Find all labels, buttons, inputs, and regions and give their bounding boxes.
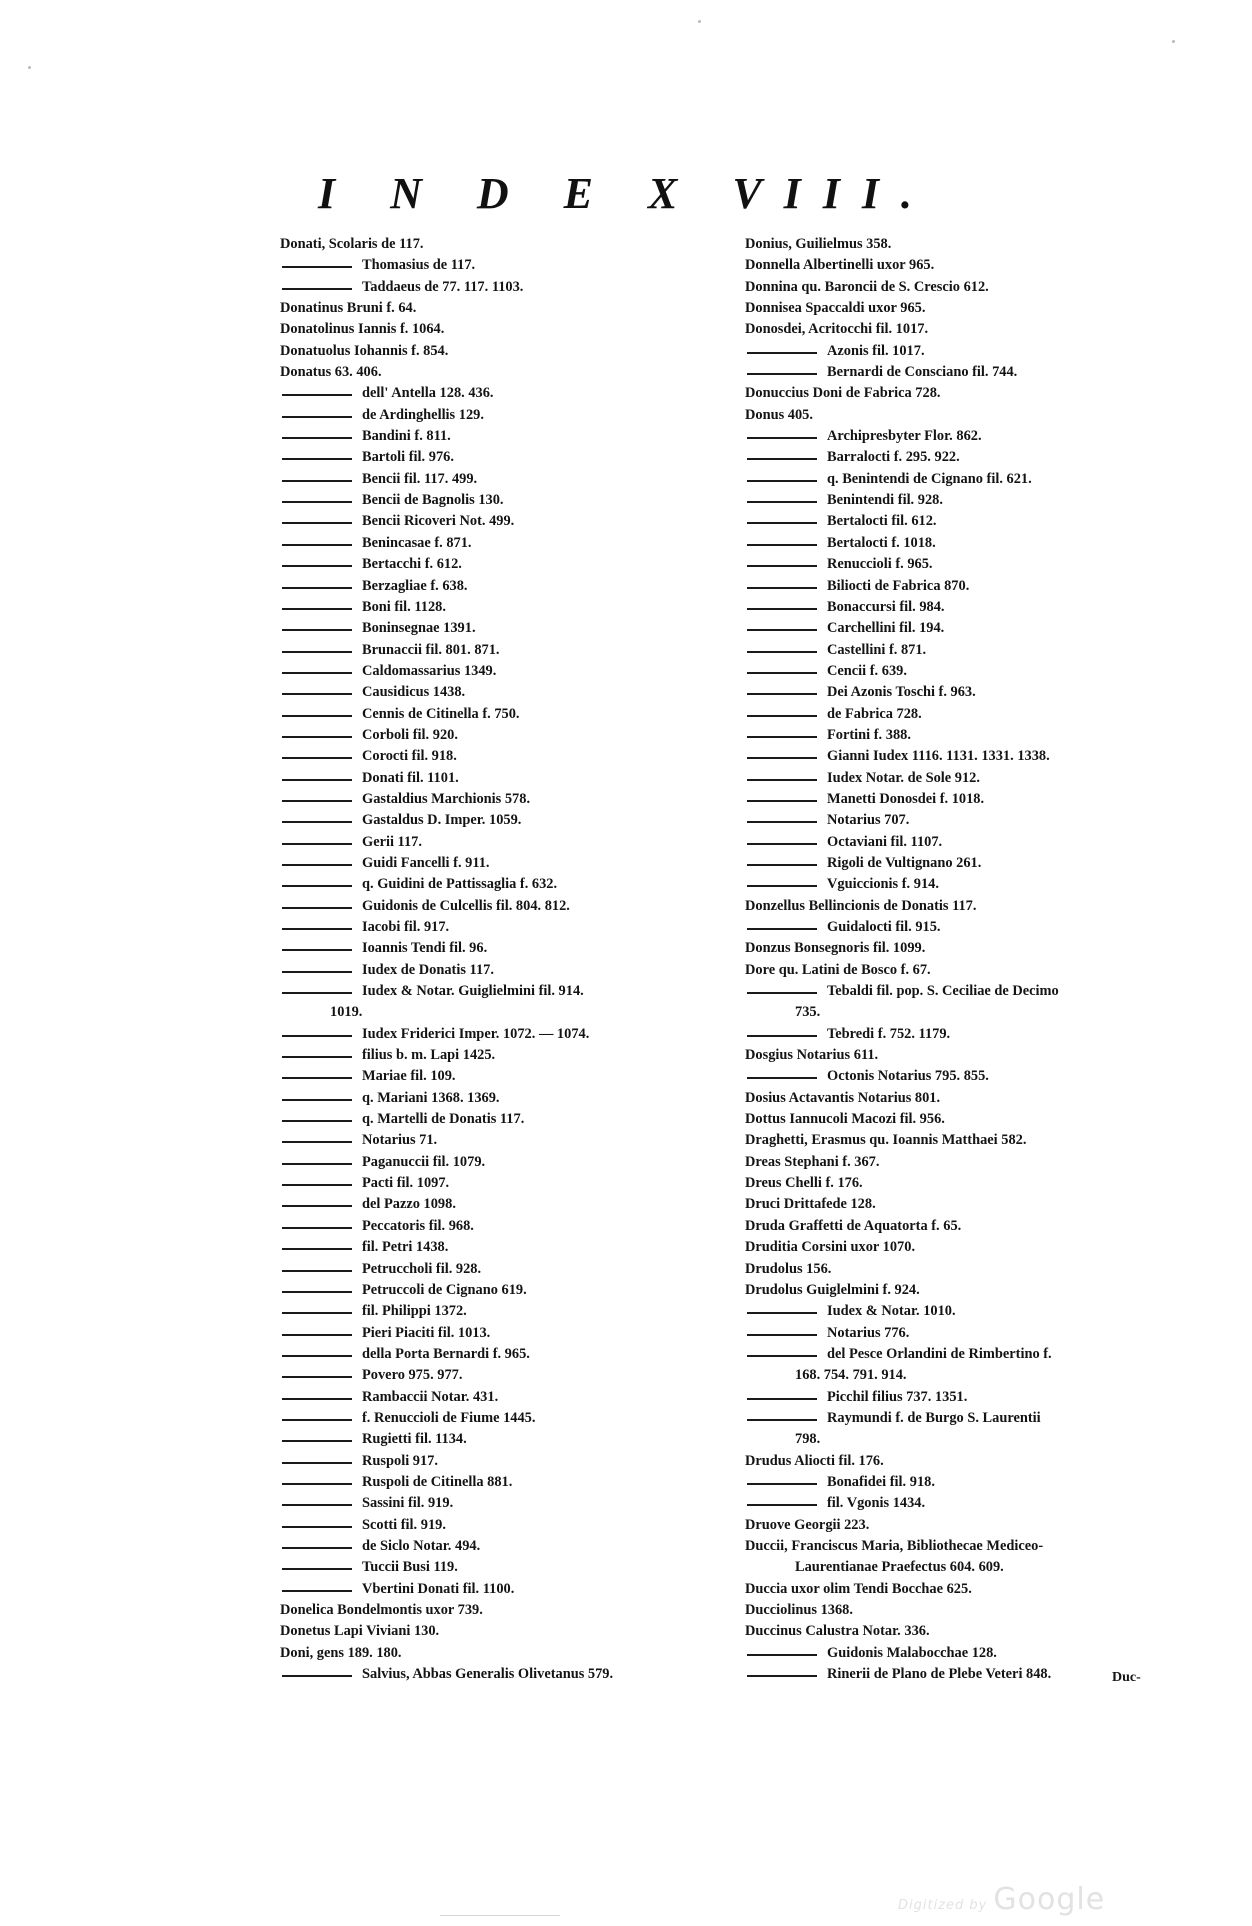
index-subentry: Ruspoli de Citinella 881. xyxy=(280,1472,728,1493)
index-subentry: del Pazzo 1098. xyxy=(280,1194,728,1215)
index-column-right xyxy=(745,234,1185,1685)
index-subentry: q. Benintendi de Cignano fil. 621. xyxy=(745,469,1185,490)
index-entry: Druditia Corsini uxor 1070. xyxy=(745,1239,916,1256)
index-subentry: Paganuccii fil. 1079. xyxy=(280,1152,728,1173)
index-entry: Drudolus 156. xyxy=(745,1260,832,1277)
index-subentry: Corocti fil. 918. xyxy=(280,746,728,767)
index-subentry: Benintendi fil. 928. xyxy=(745,490,1185,511)
index-subentry: Ioannis Tendi fil. 96. xyxy=(280,938,728,959)
index-subentry: Barralocti f. 295. 922. xyxy=(745,447,1185,468)
index-subentry: Tebaldi fil. pop. S. Ceciliae de Decimo xyxy=(745,981,1185,1002)
index-subentry: Brunaccii fil. 801. 871. xyxy=(280,640,728,661)
index-entry: Ducciolinus 1368. xyxy=(745,1602,853,1618)
index-subentry: Bencii Ricoveri Not. 499. xyxy=(280,511,728,532)
index-subentry: Ruspoli 917. xyxy=(280,1451,728,1472)
index-subentry: dell' Antella 128. 436. xyxy=(280,383,728,404)
index-subentry: Azonis fil. 1017. xyxy=(745,341,1185,362)
index-entry: Drudolus Guiglelmini f. 924. xyxy=(745,1281,920,1298)
index-subentry: Cencii f. 639. xyxy=(745,661,1185,682)
index-entry: Donatus 63. 406. xyxy=(280,364,382,381)
index-entry: Dosgius Notarius 611. xyxy=(745,1047,879,1064)
index-subentry: Bertalocti fil. 612. xyxy=(745,511,1185,532)
index-subentry: Peccatoris fil. 968. xyxy=(280,1216,728,1237)
index-subentry: Octaviani fil. 1107. xyxy=(745,832,1185,853)
index-column-left xyxy=(280,234,728,1685)
index-subentry: Berzagliae f. 638. xyxy=(280,576,728,597)
index-subentry: Bandini f. 811. xyxy=(280,426,728,447)
index-subentry: Benincasae f. 871. xyxy=(280,533,728,554)
index-entry: Donuccius Doni de Fabrica 728. xyxy=(745,385,941,402)
scan-speck xyxy=(28,66,31,69)
index-subentry: de Ardinghellis 129. xyxy=(280,405,728,426)
index-subentry: Picchil filius 737. 1351. xyxy=(745,1387,1185,1408)
index-subentry: Petruccholi fil. 928. xyxy=(280,1259,728,1280)
index-subentry: Dei Azonis Toschi f. 963. xyxy=(745,682,1185,703)
index-subentry: Bencii fil. 117. 499. xyxy=(280,469,728,490)
index-entry: Doni, gens 189. 180. xyxy=(280,1644,402,1661)
index-subentry: Guidonis Malabocchae 128. xyxy=(745,1643,1185,1664)
scan-speck xyxy=(698,20,701,23)
index-subentry: Iudex de Donatis 117. xyxy=(280,960,728,981)
index-entry: Donatinus Bruni f. 64. xyxy=(280,300,417,317)
index-entry: Donnella Albertinelli uxor 965. xyxy=(745,257,935,274)
index-subentry: Fortini f. 388. xyxy=(745,725,1185,746)
index-entry: Donus 405. xyxy=(745,406,813,423)
index-subentry: Caldomassarius 1349. xyxy=(280,661,728,682)
index-subentry: Povero 975. 977. xyxy=(280,1365,728,1386)
index-subentry: Tuccii Busi 119. xyxy=(280,1557,728,1578)
index-subentry: Thomasius de 117. xyxy=(280,255,728,276)
index-continuation: 168. 754. 791. 914. xyxy=(795,1367,907,1384)
index-subentry: Gerii 117. xyxy=(280,832,728,853)
index-subentry: fil. Petri 1438. xyxy=(280,1237,728,1258)
index-entry: Donius, Guilielmus 358. xyxy=(745,236,892,252)
index-subentry: Boninsegnae 1391. xyxy=(280,618,728,639)
index-subentry: Rambaccii Notar. 431. xyxy=(280,1387,728,1408)
index-subentry: Biliocti de Fabrica 870. xyxy=(745,576,1185,597)
index-entry: Donatolinus Iannis f. 1064. xyxy=(280,321,445,338)
index-subentry: Rinerii de Plano de Plebe Veteri 848. xyxy=(745,1664,1185,1685)
index-subentry: q. Martelli de Donatis 117. xyxy=(280,1109,728,1130)
index-subentry: Octonis Notarius 795. 855. xyxy=(745,1066,1185,1087)
index-subentry: Gastaldus D. Imper. 1059. xyxy=(280,810,728,831)
index-subentry: Salvius, Abbas Generalis Olivetanus 579. xyxy=(280,1664,728,1685)
index-subentry: Pacti fil. 1097. xyxy=(280,1173,728,1194)
index-subentry: Cennis de Citinella f. 750. xyxy=(280,704,728,725)
index-entry: Dore qu. Latini de Bosco f. 67. xyxy=(745,961,931,978)
index-subentry: Bernardi de Consciano fil. 744. xyxy=(745,362,1185,383)
scan-line xyxy=(440,1915,560,1916)
index-subentry: Sassini fil. 919. xyxy=(280,1493,728,1514)
index-subentry: Notarius 776. xyxy=(745,1323,1185,1344)
index-subentry: del Pesce Orlandini de Rimbertino f. xyxy=(745,1344,1185,1365)
index-continuation: Laurentianae Praefectus 604. 609. xyxy=(795,1559,1004,1576)
index-subentry: fil. Vgonis 1434. xyxy=(745,1493,1185,1514)
index-subentry: Iudex Friderici Imper. 1072. — 1074. xyxy=(280,1024,728,1045)
index-subentry: Gastaldius Marchionis 578. xyxy=(280,789,728,810)
index-subentry: Bonaccursi fil. 984. xyxy=(745,597,1185,618)
index-entry: Donosdei, Acritocchi fil. 1017. xyxy=(745,321,929,338)
index-subentry: Donati fil. 1101. xyxy=(280,768,728,789)
index-subentry: de Fabrica 728. xyxy=(745,704,1185,725)
index-entry: Druci Drittafede 128. xyxy=(745,1196,876,1213)
index-subentry: Petruccoli de Cignano 619. xyxy=(280,1280,728,1301)
index-subentry: Iudex & Notar. 1010. xyxy=(745,1301,1185,1322)
index-subentry: Bartoli fil. 976. xyxy=(280,447,728,468)
index-entry: Donati, Scolaris de 117. xyxy=(280,236,424,252)
index-subentry: Rigoli de Vultignano 261. xyxy=(745,853,1185,874)
index-subentry: Guidi Fancelli f. 911. xyxy=(280,853,728,874)
digitized-watermark xyxy=(898,1882,1105,1917)
index-entry: Duccinus Calustra Notar. 336. xyxy=(745,1623,930,1640)
index-subentry: Bertalocti f. 1018. xyxy=(745,533,1185,554)
index-subentry: Bertacchi f. 612. xyxy=(280,554,728,575)
index-subentry: Notarius 71. xyxy=(280,1130,728,1151)
index-subentry: Manetti Donosdei f. 1018. xyxy=(745,789,1185,810)
index-entry: Donnisea Spaccaldi uxor 965. xyxy=(745,300,926,317)
index-subentry: q. Guidini de Pattissaglia f. 632. xyxy=(280,874,728,895)
index-entry: Dosius Actavantis Notarius 801. xyxy=(745,1089,941,1106)
scan-speck xyxy=(1172,40,1175,43)
index-subentry: Guidonis de Culcellis fil. 804. 812. xyxy=(280,896,728,917)
index-subentry: Iudex Notar. de Sole 912. xyxy=(745,768,1185,789)
index-entry: Druove Georgii 223. xyxy=(745,1516,870,1533)
index-subentry: Iudex & Notar. Guiglielmini fil. 914. xyxy=(280,981,728,1002)
index-subentry: Renuccioli f. 965. xyxy=(745,554,1185,575)
index-subentry: f. Renuccioli de Fiume 1445. xyxy=(280,1408,728,1429)
index-continuation: 735. xyxy=(795,1004,821,1021)
index-continuation: 1019. xyxy=(330,1004,363,1021)
index-entry: Donzus Bonsegnoris fil. 1099. xyxy=(745,940,926,957)
index-subentry: Iacobi fil. 917. xyxy=(280,917,728,938)
index-subentry: Notarius 707. xyxy=(745,810,1185,831)
index-entry: Dreas Stephani f. 367. xyxy=(745,1153,880,1170)
index-subentry: Corboli fil. 920. xyxy=(280,725,728,746)
index-subentry: Mariae fil. 109. xyxy=(280,1066,728,1087)
index-entry: Donnina qu. Baroncii de S. Crescio 612. xyxy=(745,278,989,295)
index-subentry: Boni fil. 1128. xyxy=(280,597,728,618)
page-heading: I N D E X VIII. xyxy=(317,169,935,218)
index-subentry: Vguiccionis f. 914. xyxy=(745,874,1185,895)
catchword: Duc- xyxy=(1112,1670,1141,1685)
index-entry: Donelica Bondelmontis uxor 739. xyxy=(280,1602,483,1618)
index-subentry: della Porta Bernardi f. 965. xyxy=(280,1344,728,1365)
index-subentry: Causidicus 1438. xyxy=(280,682,728,703)
index-subentry: q. Mariani 1368. 1369. xyxy=(280,1088,728,1109)
index-subentry: Pieri Piaciti fil. 1013. xyxy=(280,1323,728,1344)
index-subentry: Guidalocti fil. 915. xyxy=(745,917,1185,938)
index-entry: Druda Graffetti de Aquatorta f. 65. xyxy=(745,1217,962,1234)
index-entry: Dottus Iannucoli Macozi fil. 956. xyxy=(745,1111,945,1128)
index-subentry: Tebredi f. 752. 1179. xyxy=(745,1024,1185,1045)
index-entry: Draghetti, Erasmus qu. Ioannis Matthaei 582. xyxy=(745,1132,1027,1149)
index-subentry: Castellini f. 871. xyxy=(745,640,1185,661)
index-entry: Donatuolus Iohannis f. 854. xyxy=(280,342,449,359)
watermark-prefix: Digitized by xyxy=(898,1898,988,1913)
index-subentry: Vbertini Donati fil. 1100. xyxy=(280,1579,728,1600)
index-entry: Drudus Aliocti fil. 176. xyxy=(745,1452,884,1469)
index-subentry: Raymundi f. de Burgo S. Laurentii xyxy=(745,1408,1185,1429)
index-subentry: Archipresbyter Flor. 862. xyxy=(745,426,1185,447)
index-entry: Duccii, Franciscus Maria, Bibliothecae Mediceo- xyxy=(745,1537,1044,1554)
index-subentry: de Siclo Notar. 494. xyxy=(280,1536,728,1557)
index-entry: Dreus Chelli f. 176. xyxy=(745,1175,863,1192)
watermark-brand: Google xyxy=(993,1882,1106,1917)
index-subentry: Gianni Iudex 1116. 1131. 1331. 1338. xyxy=(745,746,1185,767)
index-entry: Duccia uxor olim Tendi Bocchae 625. xyxy=(745,1580,972,1597)
index-subentry: Carchellini fil. 194. xyxy=(745,618,1185,639)
index-subentry: Bencii de Bagnolis 130. xyxy=(280,490,728,511)
index-subentry: Bonafidei fil. 918. xyxy=(745,1472,1185,1493)
index-subentry: Taddaeus de 77. 117. 1103. xyxy=(280,277,728,298)
index-subentry: Scotti fil. 919. xyxy=(280,1515,728,1536)
index-continuation: 798. xyxy=(795,1431,821,1448)
index-subentry: fil. Philippi 1372. xyxy=(280,1301,728,1322)
index-subentry: Rugietti fil. 1134. xyxy=(280,1429,728,1450)
index-subentry: filius b. m. Lapi 1425. xyxy=(280,1045,728,1066)
index-entry: Donzellus Bellincionis de Donatis 117. xyxy=(745,897,977,914)
index-entry: Donetus Lapi Viviani 130. xyxy=(280,1623,440,1640)
